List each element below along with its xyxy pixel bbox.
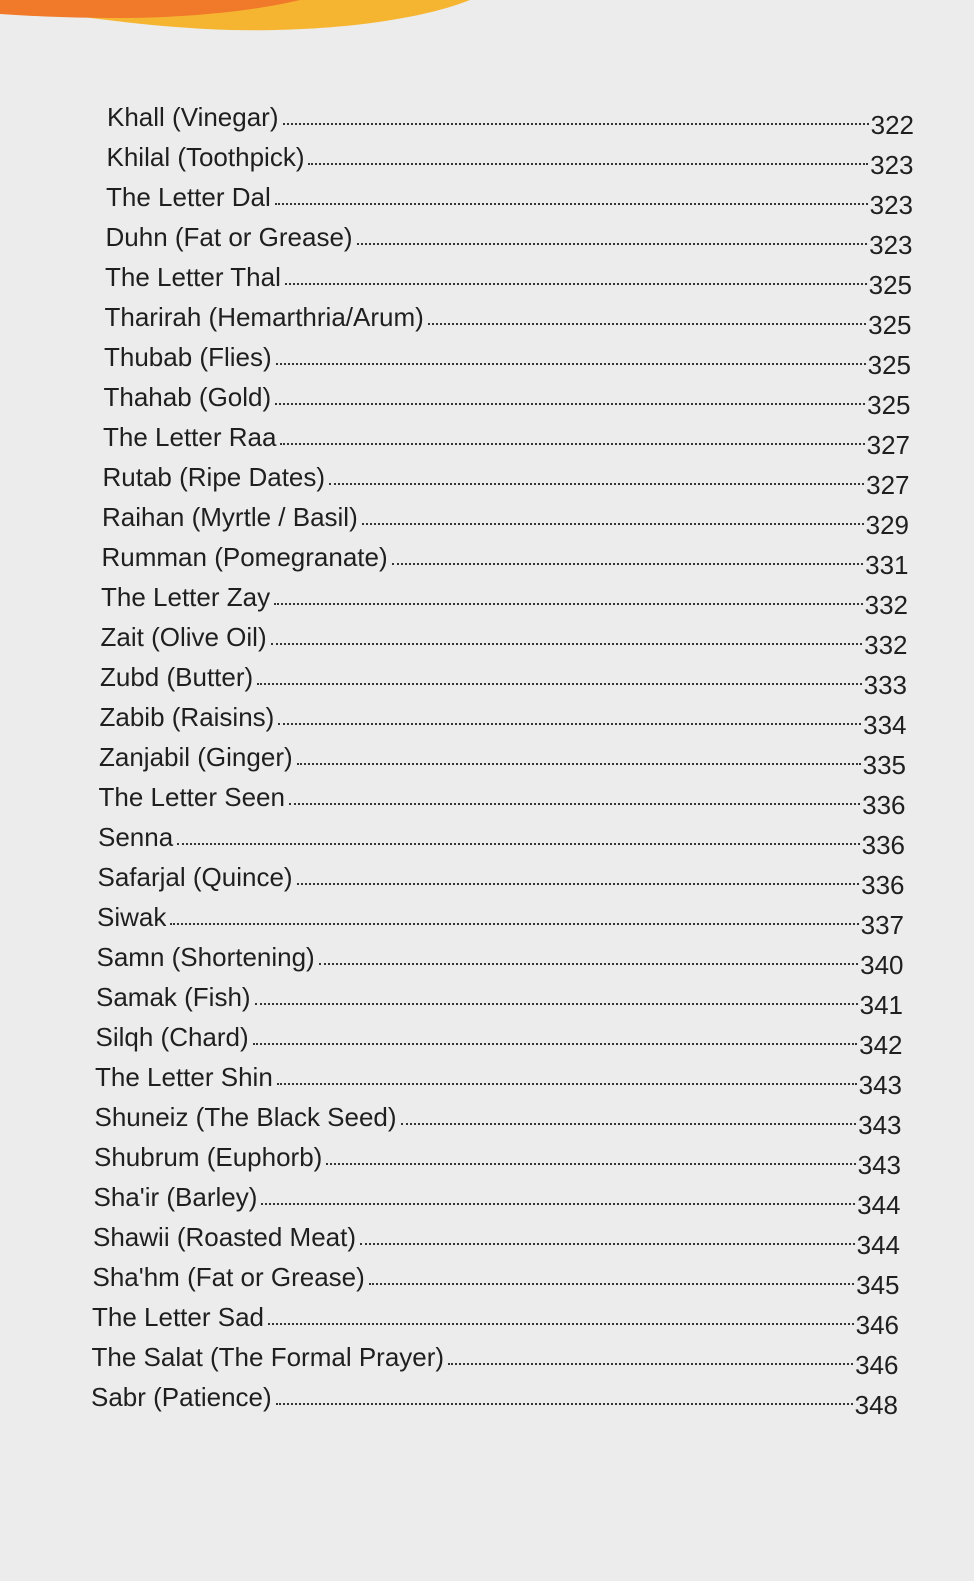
toc-dot-leader bbox=[268, 1323, 854, 1325]
toc-entry bbox=[100, 612, 908, 660]
toc-entry bbox=[106, 172, 913, 220]
toc-entry bbox=[93, 1172, 901, 1220]
toc-entry-page: 333 bbox=[863, 670, 907, 700]
toc-entry bbox=[98, 772, 906, 820]
toc-dot-leader bbox=[276, 1403, 853, 1405]
toc-entry-page: 342 bbox=[859, 1030, 903, 1060]
toc-dot-leader bbox=[289, 803, 860, 805]
toc-entry-page: 332 bbox=[864, 590, 908, 620]
toc-entry bbox=[99, 732, 906, 780]
toc-dot-leader bbox=[277, 1083, 857, 1085]
toc-entry-title: Shuneiz (The Black Seed) bbox=[94, 1102, 397, 1132]
toc-entry bbox=[101, 572, 908, 620]
toc-dot-leader bbox=[357, 243, 868, 245]
toc-entry bbox=[102, 452, 910, 500]
toc-dot-leader bbox=[308, 163, 868, 165]
toc-entry bbox=[97, 852, 905, 900]
toc-entry-title: Senna bbox=[98, 822, 174, 852]
toc-entry bbox=[106, 132, 914, 180]
toc-entry-page: 323 bbox=[869, 190, 913, 220]
toc-dot-leader bbox=[297, 763, 861, 765]
toc-entry-title: Silqh (Chard) bbox=[95, 1022, 249, 1052]
toc-entry-page: 345 bbox=[856, 1270, 900, 1300]
toc-entry-title: The Letter Seen bbox=[98, 782, 285, 812]
toc-entry bbox=[104, 292, 912, 340]
toc-entry-title: Samn (Shortening) bbox=[96, 942, 315, 972]
toc-entry-title: Zubd (Butter) bbox=[100, 662, 254, 692]
toc-entry bbox=[105, 212, 913, 260]
toc-entry-page: 331 bbox=[865, 550, 909, 580]
toc-dot-leader bbox=[170, 923, 858, 925]
toc-entry bbox=[103, 372, 911, 420]
toc-entry bbox=[99, 692, 907, 740]
toc-entry bbox=[98, 812, 905, 860]
toc-entry-title: Zanjabil (Ginger) bbox=[99, 742, 293, 772]
toc-entry-title: Duhn (Fat or Grease) bbox=[105, 222, 353, 252]
toc-entry-title: Khall (Vinegar) bbox=[107, 102, 279, 132]
toc-entry-title: The Letter Zay bbox=[101, 582, 271, 612]
toc-entry-title: Tharirah (Hemarthria/Arum) bbox=[104, 302, 424, 332]
toc-entry-page: 323 bbox=[869, 230, 913, 260]
toc-dot-leader bbox=[319, 963, 858, 965]
toc-entry-page: 340 bbox=[860, 950, 904, 980]
toc-dot-leader bbox=[255, 1003, 858, 1005]
toc-entry-title: Shawii (Roasted Meat) bbox=[93, 1222, 356, 1252]
toc-entry bbox=[94, 1132, 901, 1180]
toc-dot-leader bbox=[285, 283, 867, 285]
toc-entry bbox=[96, 932, 904, 980]
toc-entry-page: 344 bbox=[857, 1190, 901, 1220]
toc-dot-leader bbox=[392, 563, 863, 565]
toc-entry-title: Thahab (Gold) bbox=[103, 382, 272, 412]
toc-entry-title: Sha'ir (Barley) bbox=[93, 1182, 258, 1212]
toc-entry-page: 344 bbox=[856, 1230, 900, 1260]
toc-entry bbox=[104, 332, 911, 380]
toc-entry-page: 343 bbox=[858, 1110, 902, 1140]
toc-dot-leader bbox=[261, 1203, 855, 1205]
toc-entry-title: The Letter Dal bbox=[106, 182, 271, 212]
toc-entry-page: 332 bbox=[864, 630, 908, 660]
toc-entry-title: Khilal (Toothpick) bbox=[106, 142, 305, 172]
toc-entry bbox=[105, 252, 912, 300]
toc-entry-page: 346 bbox=[855, 1350, 899, 1380]
toc-entry bbox=[95, 1012, 903, 1060]
toc-entry-page: 336 bbox=[861, 870, 905, 900]
toc-entry bbox=[101, 532, 909, 580]
toc-dot-leader bbox=[360, 1243, 855, 1245]
toc-entry-title: The Salat (The Formal Prayer) bbox=[91, 1342, 445, 1372]
toc-dot-leader bbox=[271, 643, 862, 645]
toc-entry-page: 336 bbox=[861, 830, 905, 860]
toc-dot-leader bbox=[280, 443, 864, 445]
toc-entry-page: 343 bbox=[857, 1150, 901, 1180]
toc-dot-leader bbox=[275, 203, 868, 205]
toc-entry-page: 322 bbox=[870, 110, 914, 140]
toc-entry-title: Zabib (Raisins) bbox=[99, 702, 275, 732]
toc-entry-title: Zait (Olive Oil) bbox=[100, 622, 267, 652]
toc-entry bbox=[93, 1212, 900, 1260]
toc-dot-leader bbox=[362, 523, 864, 525]
toc-entry bbox=[100, 652, 907, 700]
toc-dot-leader bbox=[283, 123, 869, 125]
toc-dot-leader bbox=[257, 683, 861, 685]
toc-entry-page: 329 bbox=[865, 510, 909, 540]
toc-entry-page: 337 bbox=[860, 910, 904, 940]
toc-entry-page: 343 bbox=[858, 1070, 902, 1100]
toc-entry-title: The Letter Raa bbox=[103, 422, 277, 452]
toc-dot-leader bbox=[428, 323, 866, 325]
toc-entry-title: Sha'hm (Fat or Grease) bbox=[92, 1262, 365, 1292]
toc-dot-leader bbox=[329, 483, 864, 485]
toc-entry-page: 325 bbox=[867, 390, 911, 420]
toc-entry bbox=[103, 412, 910, 460]
toc-entry bbox=[102, 492, 909, 540]
toc-entry-page: 336 bbox=[862, 790, 906, 820]
toc-entry-page: 334 bbox=[863, 710, 907, 740]
toc-entry bbox=[96, 972, 903, 1020]
toc-entry bbox=[91, 1372, 898, 1420]
toc-entry-title: Sabr (Patience) bbox=[91, 1382, 272, 1412]
table-of-contents bbox=[0, 92, 974, 1420]
toc-entry-title: The Letter Shin bbox=[95, 1062, 273, 1092]
toc-entry bbox=[92, 1252, 900, 1300]
toc-entry-title: The Letter Thal bbox=[105, 262, 281, 292]
toc-entry-page: 341 bbox=[859, 990, 903, 1020]
toc-entry-title: Thubab (Flies) bbox=[104, 342, 272, 372]
toc-entry-page: 327 bbox=[866, 470, 910, 500]
toc-dot-leader bbox=[274, 603, 863, 605]
toc-entry-title: Samak (Fish) bbox=[96, 982, 251, 1012]
toc-entry-title: Safarjal (Quince) bbox=[97, 862, 293, 892]
toc-entry bbox=[91, 1332, 899, 1380]
toc-entry-page: 325 bbox=[868, 270, 912, 300]
toc-entry-page: 325 bbox=[868, 310, 912, 340]
toc-dot-leader bbox=[275, 403, 865, 405]
toc-entry-title: Siwak bbox=[97, 902, 167, 932]
toc-dot-leader bbox=[278, 723, 861, 725]
toc-entry-title: Rumman (Pomegranate) bbox=[101, 542, 388, 572]
toc-entry-title: Raihan (Myrtle / Basil) bbox=[102, 502, 358, 532]
toc-entry-page: 327 bbox=[866, 430, 910, 460]
toc-entry bbox=[97, 892, 904, 940]
decorative-swoosh bbox=[0, 0, 974, 40]
toc-entry-page: 346 bbox=[855, 1310, 899, 1340]
toc-entry bbox=[94, 1092, 902, 1140]
toc-dot-leader bbox=[276, 363, 866, 365]
toc-dot-leader bbox=[326, 1163, 855, 1165]
toc-entry bbox=[107, 92, 914, 140]
toc-entry-page: 335 bbox=[862, 750, 906, 780]
toc-entry-page: 348 bbox=[854, 1390, 898, 1420]
toc-dot-leader bbox=[401, 1123, 857, 1125]
toc-dot-leader bbox=[369, 1283, 854, 1285]
toc-entry-title: The Letter Sad bbox=[92, 1302, 264, 1332]
toc-entry bbox=[92, 1292, 899, 1340]
toc-entry-title: Shubrum (Euphorb) bbox=[94, 1142, 323, 1172]
toc-entry-title: Rutab (Ripe Dates) bbox=[102, 462, 326, 492]
toc-entry-page: 325 bbox=[867, 350, 911, 380]
toc-dot-leader bbox=[177, 843, 859, 845]
toc-dot-leader bbox=[297, 883, 860, 885]
toc-entry-page: 323 bbox=[870, 150, 914, 180]
toc-entry bbox=[95, 1052, 902, 1100]
toc-dot-leader bbox=[253, 1043, 857, 1045]
toc-dot-leader bbox=[448, 1363, 853, 1365]
